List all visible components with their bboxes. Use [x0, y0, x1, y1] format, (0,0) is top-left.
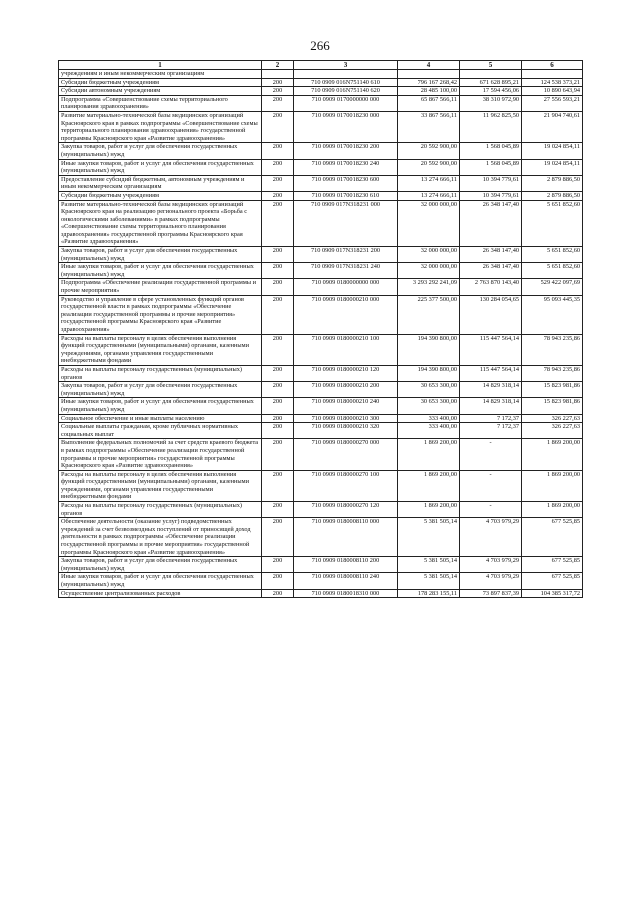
expense-name-cell: Закупка товаров, работ и услуг для обеспечения государственных (муниципальных) нужд — [59, 382, 262, 398]
executed-amount-cell: 10 394 779,61 — [460, 175, 522, 191]
approved-amount-cell: 33 867 566,11 — [398, 111, 460, 142]
approved-amount-cell: 20 592 900,00 — [398, 159, 460, 175]
unexecuted-amount-cell: 19 024 854,11 — [522, 159, 583, 175]
budget-classification-code-cell: 710 0909 0170018230 240 — [294, 159, 398, 175]
unexecuted-amount-cell: 5 651 852,60 — [522, 247, 583, 263]
expense-name-cell: учреждениям и иным некоммерческим организациям — [59, 70, 262, 79]
executed-amount-cell: - — [460, 439, 522, 470]
budget-classification-code-cell: 710 0909 0180000210 100 — [294, 334, 398, 365]
table-row — [59, 334, 583, 365]
column-header: 6 — [522, 61, 583, 70]
approved-amount-cell: 32 000 000,00 — [398, 247, 460, 263]
executed-amount-cell: - — [460, 470, 522, 501]
table-row — [59, 439, 583, 470]
approved-amount-cell: 20 592 900,00 — [398, 143, 460, 159]
executed-amount-cell: 115 447 564,14 — [460, 334, 522, 365]
budget-classification-code-cell: 710 0909 0180000210 240 — [294, 398, 398, 414]
budget-classification-code-cell: 710 0909 0180008110 000 — [294, 518, 398, 557]
line-code-cell: 200 — [262, 573, 294, 589]
column-header: 2 — [262, 61, 294, 70]
line-code-cell: 200 — [262, 78, 294, 87]
budget-classification-code-cell: 710 0909 017N318231 000 — [294, 200, 398, 247]
budget-classification-code-cell: 710 0909 0170000000 000 — [294, 95, 398, 111]
approved-amount-cell: 1 869 200,00 — [398, 470, 460, 501]
expense-name-cell: Иные закупки товаров, работ и услуг для обеспечения государственных (муниципальных) нужд — [59, 263, 262, 279]
line-code-cell: 200 — [262, 87, 294, 96]
line-code-cell: 200 — [262, 502, 294, 518]
unexecuted-amount-cell: 677 525,85 — [522, 573, 583, 589]
unexecuted-amount-cell: 326 227,63 — [522, 414, 583, 423]
line-code-cell: 200 — [262, 557, 294, 573]
table-row — [59, 263, 583, 279]
budget-classification-code-cell: 710 0909 017N318231 200 — [294, 247, 398, 263]
expense-name-cell: Расходы на выплаты персоналу государственных (муниципальных) органов — [59, 502, 262, 518]
unexecuted-amount-cell: 19 024 854,11 — [522, 143, 583, 159]
unexecuted-amount-cell: 27 556 593,21 — [522, 95, 583, 111]
approved-amount-cell: 65 867 566,11 — [398, 95, 460, 111]
unexecuted-amount-cell: 2 879 886,50 — [522, 175, 583, 191]
unexecuted-amount-cell — [522, 70, 583, 79]
unexecuted-amount-cell: 15 823 981,86 — [522, 382, 583, 398]
approved-amount-cell: 13 274 666,11 — [398, 191, 460, 200]
executed-amount-cell: 26 348 147,40 — [460, 263, 522, 279]
unexecuted-amount-cell: 2 879 886,50 — [522, 191, 583, 200]
unexecuted-amount-cell: 124 538 373,21 — [522, 78, 583, 87]
table-row — [59, 382, 583, 398]
unexecuted-amount-cell: 5 651 852,60 — [522, 200, 583, 247]
approved-amount-cell: 796 167 268,42 — [398, 78, 460, 87]
unexecuted-amount-cell: 677 525,85 — [522, 557, 583, 573]
budget-classification-code-cell: 710 0909 0180000210 120 — [294, 365, 398, 381]
budget-classification-code-cell: 710 0909 0180000000 000 — [294, 279, 398, 295]
unexecuted-amount-cell: 21 904 740,61 — [522, 111, 583, 142]
table-row — [59, 518, 583, 557]
expense-name-cell: Иные закупки товаров, работ и услуг для обеспечения государственных (муниципальных) нужд — [59, 398, 262, 414]
line-code-cell: 200 — [262, 382, 294, 398]
executed-amount-cell: 14 829 318,14 — [460, 382, 522, 398]
expense-name-cell: Обеспечение деятельности (оказание услуг) подведомственных учреждений за счет безвозмездных поступлений от приносящей доход деятельности в рамках подпрограммы «Обеспечение реализации государственной программы и прочие мероприятия» государственной программы Красноярского края «Развитие здравоохранения» — [59, 518, 262, 557]
budget-classification-code-cell: 710 0909 0180000270 100 — [294, 470, 398, 501]
approved-amount-cell: 32 000 000,00 — [398, 263, 460, 279]
unexecuted-amount-cell: 78 943 235,86 — [522, 334, 583, 365]
executed-amount-cell: 26 348 147,40 — [460, 200, 522, 247]
budget-classification-code-cell — [294, 70, 398, 79]
unexecuted-amount-cell: 1 869 200,00 — [522, 470, 583, 501]
line-code-cell: 200 — [262, 175, 294, 191]
expense-name-cell: Подпрограмма «Обеспечение реализации государственной программы и прочие мероприятия» — [59, 279, 262, 295]
line-code-cell: 200 — [262, 470, 294, 501]
expense-name-cell: Субсидии бюджетным учреждениям — [59, 191, 262, 200]
approved-amount-cell: 1 869 200,00 — [398, 502, 460, 518]
expense-name-cell: Субсидии автономным учреждениям — [59, 87, 262, 96]
line-code-cell — [262, 70, 294, 79]
table-row — [59, 502, 583, 518]
table-row — [59, 111, 583, 142]
executed-amount-cell: 73 897 837,39 — [460, 589, 522, 598]
executed-amount-cell: 130 284 054,65 — [460, 295, 522, 334]
table-row — [59, 200, 583, 247]
expense-name-cell: Осуществление централизованных расходов — [59, 589, 262, 598]
approved-amount-cell: 194 390 800,00 — [398, 365, 460, 381]
expense-name-cell: Социальное обеспечение и иные выплаты населению — [59, 414, 262, 423]
executed-amount-cell: 7 172,37 — [460, 414, 522, 423]
unexecuted-amount-cell: 10 890 643,94 — [522, 87, 583, 96]
line-code-cell: 200 — [262, 143, 294, 159]
page-number: 266 — [310, 38, 330, 53]
approved-amount-cell: 13 274 666,11 — [398, 175, 460, 191]
table-header-row — [59, 61, 583, 70]
table-row — [59, 87, 583, 96]
expense-name-cell: Субсидии бюджетным учреждениям — [59, 78, 262, 87]
line-code-cell: 200 — [262, 414, 294, 423]
line-code-cell: 200 — [262, 279, 294, 295]
table-row — [59, 191, 583, 200]
executed-amount-cell: 10 394 779,61 — [460, 191, 522, 200]
table-row — [59, 589, 583, 598]
unexecuted-amount-cell: 95 093 445,35 — [522, 295, 583, 334]
approved-amount-cell: 3 293 292 241,09 — [398, 279, 460, 295]
table-row — [59, 159, 583, 175]
column-header: 5 — [460, 61, 522, 70]
table-row — [59, 557, 583, 573]
expense-name-cell: Иные закупки товаров, работ и услуг для обеспечения государственных (муниципальных) нужд — [59, 159, 262, 175]
budget-classification-code-cell: 710 0909 0180000210 000 — [294, 295, 398, 334]
budget-classification-code-cell: 710 0909 0180000270 000 — [294, 439, 398, 470]
approved-amount-cell: 225 377 500,00 — [398, 295, 460, 334]
unexecuted-amount-cell: 677 525,85 — [522, 518, 583, 557]
line-code-cell: 200 — [262, 200, 294, 247]
executed-amount-cell: 4 703 979,29 — [460, 518, 522, 557]
expense-name-cell: Предоставление субсидий бюджетным, автономным учреждениям и иным некоммерческим организациям — [59, 175, 262, 191]
expense-name-cell: Расходы на выплаты персоналу в целях обеспечения выполнения функций государственными (муниципальными) органами, казенными учреждениями, органами управления государственными внебюджетными фондами — [59, 334, 262, 365]
column-header: 3 — [294, 61, 398, 70]
table-row — [59, 95, 583, 111]
executed-amount-cell: 38 310 972,90 — [460, 95, 522, 111]
line-code-cell: 200 — [262, 295, 294, 334]
table-row — [59, 470, 583, 501]
table-row — [59, 365, 583, 381]
approved-amount-cell: 32 000 000,00 — [398, 200, 460, 247]
executed-amount-cell: 1 568 045,89 — [460, 159, 522, 175]
column-header: 1 — [59, 61, 262, 70]
table-row — [59, 175, 583, 191]
approved-amount-cell: 178 283 155,11 — [398, 589, 460, 598]
budget-classification-code-cell: 710 0909 0180018310 000 — [294, 589, 398, 598]
unexecuted-amount-cell: 5 651 852,60 — [522, 263, 583, 279]
approved-amount-cell: 28 485 100,00 — [398, 87, 460, 96]
approved-amount-cell — [398, 70, 460, 79]
approved-amount-cell: 1 869 200,00 — [398, 439, 460, 470]
approved-amount-cell: 333 400,00 — [398, 423, 460, 439]
budget-classification-code-cell: 710 0909 017N318231 240 — [294, 263, 398, 279]
expense-name-cell: Подпрограмма «Совершенствование схемы территориального планирования здравоохранения» — [59, 95, 262, 111]
column-header: 4 — [398, 61, 460, 70]
unexecuted-amount-cell: 15 823 981,86 — [522, 398, 583, 414]
approved-amount-cell: 194 390 800,00 — [398, 334, 460, 365]
approved-amount-cell: 5 381 505,14 — [398, 573, 460, 589]
table-row — [59, 143, 583, 159]
budget-classification-code-cell: 710 0909 016N751140 620 — [294, 87, 398, 96]
line-code-cell: 200 — [262, 247, 294, 263]
budget-classification-code-cell: 710 0909 0180000210 300 — [294, 414, 398, 423]
budget-classification-code-cell: 710 0909 0170018230 610 — [294, 191, 398, 200]
executed-amount-cell — [460, 70, 522, 79]
table-row — [59, 78, 583, 87]
expense-name-cell: Развитие материально-технической базы медицинских организаций Красноярского края на реализацию регионального проекта «Борьба с онкологическими заболеваниями» в рамках подпрограммы «Совершенствование схемы территориального планирования здравоохранения» государственной программы Красноярского края «Развитие здравоохранения» — [59, 200, 262, 247]
executed-amount-cell: 115 447 564,14 — [460, 365, 522, 381]
line-code-cell: 200 — [262, 191, 294, 200]
table-row — [59, 423, 583, 439]
line-code-cell: 200 — [262, 95, 294, 111]
expense-name-cell: Иные закупки товаров, работ и услуг для обеспечения государственных (муниципальных) нужд — [59, 573, 262, 589]
unexecuted-amount-cell: 326 227,63 — [522, 423, 583, 439]
approved-amount-cell: 30 653 300,00 — [398, 382, 460, 398]
unexecuted-amount-cell: 529 422 097,69 — [522, 279, 583, 295]
table-row — [59, 414, 583, 423]
line-code-cell: 200 — [262, 439, 294, 470]
executed-amount-cell: 2 763 870 143,40 — [460, 279, 522, 295]
expense-name-cell: Развитие материально-технической базы медицинских организаций Красноярского края в рамках подпрограммы «Совершенствование схемы территориального планирования здравоохранения» государственной программы Красноярского края «Развитие здравоохранения» — [59, 111, 262, 142]
line-code-cell: 200 — [262, 365, 294, 381]
executed-amount-cell: 17 594 456,06 — [460, 87, 522, 96]
line-code-cell: 200 — [262, 159, 294, 175]
approved-amount-cell: 5 381 505,14 — [398, 518, 460, 557]
executed-amount-cell: 4 703 979,29 — [460, 557, 522, 573]
line-code-cell: 200 — [262, 423, 294, 439]
table-row — [59, 295, 583, 334]
unexecuted-amount-cell: 1 869 200,00 — [522, 502, 583, 518]
table-row — [59, 279, 583, 295]
budget-classification-code-cell: 710 0909 0180008110 200 — [294, 557, 398, 573]
budget-table — [58, 60, 583, 598]
table-row — [59, 398, 583, 414]
approved-amount-cell: 333 400,00 — [398, 414, 460, 423]
line-code-cell: 200 — [262, 334, 294, 365]
budget-classification-code-cell: 710 0909 0170018230 000 — [294, 111, 398, 142]
table-row — [59, 247, 583, 263]
table-row — [59, 70, 583, 79]
approved-amount-cell: 5 381 505,14 — [398, 557, 460, 573]
unexecuted-amount-cell: 78 943 235,86 — [522, 365, 583, 381]
line-code-cell: 200 — [262, 518, 294, 557]
budget-classification-code-cell: 710 0909 0170018230 600 — [294, 175, 398, 191]
budget-classification-code-cell: 710 0909 016N751140 610 — [294, 78, 398, 87]
expense-name-cell: Закупка товаров, работ и услуг для обеспечения государственных (муниципальных) нужд — [59, 247, 262, 263]
expense-name-cell: Закупка товаров, работ и услуг для обеспечения государственных (муниципальных) нужд — [59, 143, 262, 159]
budget-classification-code-cell: 710 0909 0180000210 200 — [294, 382, 398, 398]
executed-amount-cell: 26 348 147,40 — [460, 247, 522, 263]
executed-amount-cell: - — [460, 502, 522, 518]
expense-name-cell: Закупка товаров, работ и услуг для обеспечения государственных (муниципальных) нужд — [59, 557, 262, 573]
budget-classification-code-cell: 710 0909 0180000270 120 — [294, 502, 398, 518]
line-code-cell: 200 — [262, 111, 294, 142]
executed-amount-cell: 4 703 979,29 — [460, 573, 522, 589]
unexecuted-amount-cell: 104 385 317,72 — [522, 589, 583, 598]
table-row — [59, 573, 583, 589]
approved-amount-cell: 30 653 300,00 — [398, 398, 460, 414]
line-code-cell: 200 — [262, 398, 294, 414]
expense-name-cell: Расходы на выплаты персоналу государственных (муниципальных) органов — [59, 365, 262, 381]
unexecuted-amount-cell: 1 869 200,00 — [522, 439, 583, 470]
expense-name-cell: Социальные выплаты гражданам, кроме публичных нормативных социальных выплат — [59, 423, 262, 439]
expense-name-cell: Выполнение федеральных полномочий за счет средств краевого бюджета в рамках подпрограммы «Обеспечение реализации государственной программы и прочие мероприятия» государственной программы Красноярского края «Развитие здравоохранения» — [59, 439, 262, 470]
line-code-cell: 200 — [262, 589, 294, 598]
expense-name-cell: Руководство и управление в сфере установленных функций органов государственной власти в рамках подпрограммы «Обеспечение реализации государственной программы и прочие мероприятия» государственной программы Красноярского края «Развитие здравоохранения» — [59, 295, 262, 334]
budget-classification-code-cell: 710 0909 0170018230 200 — [294, 143, 398, 159]
expense-name-cell: Расходы на выплаты персоналу в целях обеспечения выполнения функций государственными (муниципальными) органами, казенными учреждениями, органами управления государственными внебюджетными фондами — [59, 470, 262, 501]
executed-amount-cell: 11 962 825,50 — [460, 111, 522, 142]
executed-amount-cell: 14 829 318,14 — [460, 398, 522, 414]
executed-amount-cell: 671 628 895,21 — [460, 78, 522, 87]
executed-amount-cell: 7 172,37 — [460, 423, 522, 439]
budget-classification-code-cell: 710 0909 0180000210 320 — [294, 423, 398, 439]
executed-amount-cell: 1 568 045,89 — [460, 143, 522, 159]
line-code-cell: 200 — [262, 263, 294, 279]
budget-classification-code-cell: 710 0909 0180008110 240 — [294, 573, 398, 589]
